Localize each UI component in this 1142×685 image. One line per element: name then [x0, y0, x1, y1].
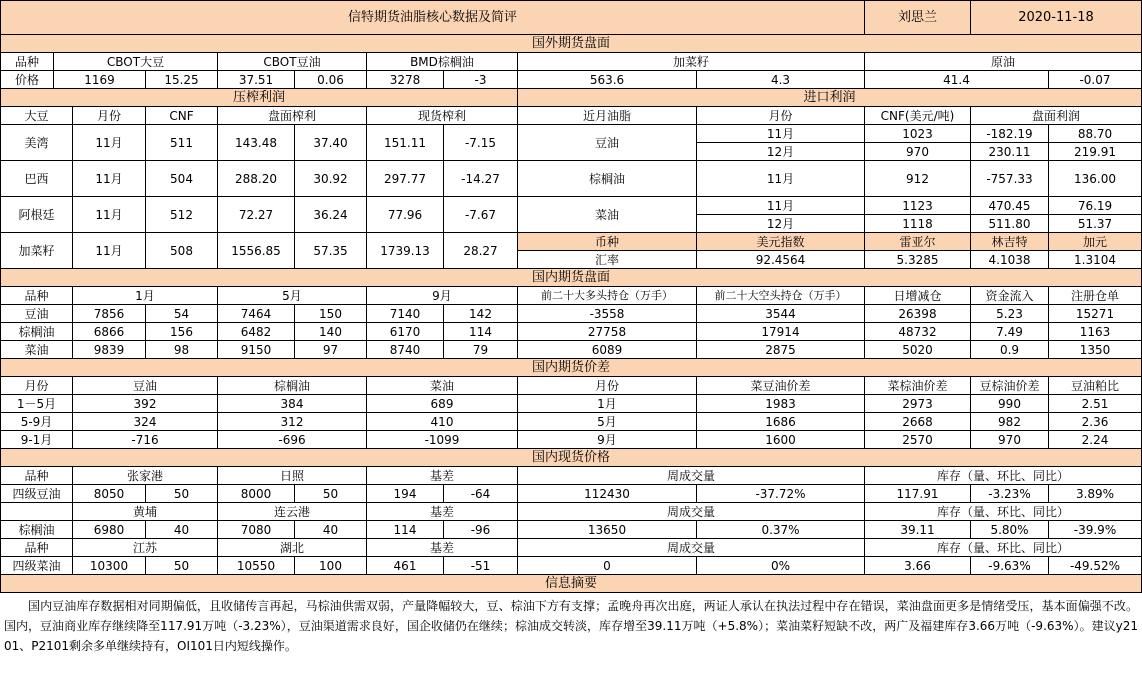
spot-header-location: 湖北: [217, 538, 367, 557]
spread-header-rape-palm: 菜棕油价差: [864, 376, 971, 395]
spread-cell: 2.51: [1048, 394, 1142, 413]
dom-cell: 140: [294, 322, 367, 341]
dom-cell: 142: [443, 304, 518, 323]
dom-header-warrants: 注册仓单: [1048, 286, 1142, 305]
dom-cell: 150: [294, 304, 367, 323]
spot-header-stock: 库存（量、环比、同比）: [864, 502, 1142, 521]
dom-cell: 79: [443, 340, 518, 359]
dom-cell: 1163: [1048, 322, 1142, 341]
crude-price: 41.4: [864, 70, 1049, 89]
spread-cell: 689: [366, 394, 518, 413]
crush-header-bean: 大豆: [0, 106, 73, 125]
dom-cell: 棕榈油: [0, 322, 73, 341]
crush-cell: 508: [145, 232, 218, 269]
spot-header-location: 张家港: [72, 466, 218, 485]
spot-header-basis: 基差: [366, 538, 518, 557]
spot-header-stock: 库存（量、环比、同比）: [864, 466, 1142, 485]
spread-header-soy-palm: 豆棕油价差: [970, 376, 1049, 395]
dom-cell: 7.49: [970, 322, 1049, 341]
spot-cell: 棕榈油: [0, 520, 73, 539]
spot-cell: 461: [366, 556, 444, 575]
spot-cell: 5.80%: [970, 520, 1049, 539]
spot-cell: 3.66: [864, 556, 971, 575]
spread-cell: 5月: [517, 412, 697, 431]
crush-cell: 30.92: [294, 160, 367, 197]
spread-cell: 410: [366, 412, 518, 431]
import-cell: 470.45: [970, 196, 1049, 215]
crush-cell: 297.77: [366, 160, 444, 197]
spread-cell: 384: [217, 394, 367, 413]
import-header-board-profit: 盘面利润: [970, 106, 1142, 125]
fx-header-ringgit: 林吉特: [970, 232, 1049, 251]
cbot-soyoil-change: 0.06: [294, 70, 367, 89]
spot-cell: 四级豆油: [0, 484, 73, 503]
bmd-palm-price: 3278: [366, 70, 444, 89]
dom-cell: 156: [145, 322, 218, 341]
crush-cell: 37.40: [294, 124, 367, 161]
import-cell: 912: [864, 160, 971, 197]
section-import-profit: 进口利润: [517, 88, 1142, 107]
spot-cell: 0: [517, 556, 697, 575]
dom-cell: 7464: [217, 304, 295, 323]
spot-header-basis: 基差: [366, 502, 518, 521]
crush-cell: 72.27: [217, 196, 295, 233]
spread-cell: 982: [970, 412, 1049, 431]
spread-cell: 990: [970, 394, 1049, 413]
spot-cell: 39.11: [864, 520, 971, 539]
import-palm-name: 棕榈油: [517, 160, 697, 197]
spot-header-volume: 周成交量: [517, 466, 865, 485]
crush-cell: 77.96: [366, 196, 444, 233]
spot-cell: -37.72%: [696, 484, 865, 503]
spot-cell: 40: [294, 520, 367, 539]
spread-header-rape-soy: 菜豆油价差: [696, 376, 865, 395]
crush-cell: 加菜籽: [0, 232, 73, 269]
crush-cell: 36.24: [294, 196, 367, 233]
cbot-soybean-change: 15.25: [145, 70, 218, 89]
spread-header-month: 月份: [0, 376, 73, 395]
dom-cell: 1350: [1048, 340, 1142, 359]
spot-cell: -49.52%: [1048, 556, 1142, 575]
spread-cell: 312: [217, 412, 367, 431]
crush-cell: 1556.85: [217, 232, 295, 269]
spread-cell: 2570: [864, 430, 971, 449]
import-cell: 219.91: [1048, 142, 1142, 161]
summary-text: 国内豆油库存数据相对同期偏低，且收储传言再起，马棕油供需双弱，产量降幅较大，豆、棕油下方有支撑；孟晚舟再次出庭，两证人承认在执法过程中存在错误，菜油盘面更多是情绪受压，基本面偏强不改。国内，豆油商业库存继续降至117.91万吨（-3.23%），豆油渠道需求良好，国企收储仍在继续；棕油成交转淡，库存增至39.11万吨（+5.8%）；菜油菜籽短缺不改，两广及福建库存3.66万吨（-9.63%）。建议y2101、P2101剩余多单继续持有，OI101日内短线操作。: [4, 599, 1138, 653]
dom-cell: 5.23: [970, 304, 1049, 323]
spot-cell: -39.9%: [1048, 520, 1142, 539]
fx-dxy-value: 92.4564: [696, 250, 865, 269]
crush-cell: 57.35: [294, 232, 367, 269]
spot-header-variety: 品种: [0, 538, 73, 557]
spread-cell: 1686: [696, 412, 865, 431]
rapeseed-name: 加菜籽: [517, 52, 865, 71]
spread-cell: -1099: [366, 430, 518, 449]
dom-cell: 6482: [217, 322, 295, 341]
spot-cell: -51: [443, 556, 518, 575]
import-header-month: 月份: [696, 106, 865, 125]
spot-cell: 40: [145, 520, 218, 539]
import-cell: 76.19: [1048, 196, 1142, 215]
spread-cell: 324: [72, 412, 218, 431]
crush-header-cnf: CNF: [145, 106, 218, 125]
crush-cell: -7.67: [443, 196, 518, 233]
dom-cell: 豆油: [0, 304, 73, 323]
crush-header-month: 月份: [72, 106, 146, 125]
rapeseed-price: 563.6: [517, 70, 697, 89]
dom-header-jan: 1月: [72, 286, 218, 305]
dom-cell: 27758: [517, 322, 697, 341]
section-crush-profit: 压榨利润: [0, 88, 518, 107]
import-cell: 1118: [864, 214, 971, 233]
spread-cell: 2668: [864, 412, 971, 431]
import-rapeoil-name: 菜油: [517, 196, 697, 233]
import-cell: 11月: [696, 196, 865, 215]
spot-header-location: 连云港: [217, 502, 367, 521]
spot-cell: 50: [145, 484, 218, 503]
spread-cell: 1600: [696, 430, 865, 449]
spot-cell: 6980: [72, 520, 146, 539]
spot-cell: -96: [443, 520, 518, 539]
rapeseed-change: 4.3: [696, 70, 865, 89]
dom-cell: 菜油: [0, 340, 73, 359]
dom-cell: 9839: [72, 340, 146, 359]
import-cell: 12月: [696, 142, 865, 161]
dom-cell: 6866: [72, 322, 146, 341]
dom-cell: 9150: [217, 340, 295, 359]
import-cell: 11月: [696, 160, 865, 197]
spread-header-palm: 棕榈油: [217, 376, 367, 395]
dom-cell: 7856: [72, 304, 146, 323]
spread-header-soyoil: 豆油: [72, 376, 218, 395]
section-foreign-futures: 国外期货盘面: [0, 34, 1142, 53]
dom-cell: 114: [443, 322, 518, 341]
spread-cell: 2973: [864, 394, 971, 413]
spot-header-location: 日照: [217, 466, 367, 485]
dom-cell: 54: [145, 304, 218, 323]
spot-cell: 114: [366, 520, 444, 539]
bmd-palm-name: BMD棕榈油: [366, 52, 518, 71]
crush-cell: 巴西: [0, 160, 73, 197]
spot-cell: 194: [366, 484, 444, 503]
spot-cell: 117.91: [864, 484, 971, 503]
section-summary: 信息摘要: [0, 574, 1142, 593]
spot-header-variety: 品种: [0, 466, 73, 485]
spread-header-month2: 月份: [517, 376, 697, 395]
spot-cell: 10300: [72, 556, 146, 575]
crush-cell: 11月: [72, 196, 146, 233]
report-title: 信特期货油脂核心数据及简评: [0, 0, 865, 35]
spread-cell: 1983: [696, 394, 865, 413]
spot-header-stock: 库存（量、环比、同比）: [864, 538, 1142, 557]
dom-header-top20-long: 前二十大多头持仓（万手）: [517, 286, 697, 305]
dom-header-fund-flow: 资金流入: [970, 286, 1049, 305]
import-header-oil: 近月油脂: [517, 106, 697, 125]
dom-cell: 98: [145, 340, 218, 359]
spot-cell: 8050: [72, 484, 146, 503]
dom-cell: 97: [294, 340, 367, 359]
import-cell: 88.70: [1048, 124, 1142, 143]
import-cell: -757.33: [970, 160, 1049, 197]
cbot-soyoil-price: 37.51: [217, 70, 295, 89]
import-cell: 51.37: [1048, 214, 1142, 233]
spot-cell: 3.89%: [1048, 484, 1142, 503]
dom-cell: 15271: [1048, 304, 1142, 323]
import-soyoil-name: 豆油: [517, 124, 697, 161]
crush-cell: 512: [145, 196, 218, 233]
fx-cad-value: 1.3104: [1048, 250, 1142, 269]
fx-header-cad: 加元: [1048, 232, 1142, 251]
dom-header-may: 5月: [217, 286, 367, 305]
cbot-soybean-name: CBOT大豆: [53, 52, 218, 71]
spread-header-rapeoil: 菜油: [366, 376, 518, 395]
dom-cell: 2875: [696, 340, 865, 359]
spread-cell: 9月: [517, 430, 697, 449]
spot-cell: 8000: [217, 484, 295, 503]
spread-header-oil-meal: 豆油粕比: [1048, 376, 1142, 395]
spread-cell: 392: [72, 394, 218, 413]
spot-header-volume: 周成交量: [517, 502, 865, 521]
spread-cell: 1月: [517, 394, 697, 413]
dom-header-sep: 9月: [366, 286, 518, 305]
crush-cell: 1739.13: [366, 232, 444, 269]
dom-header-oi-change: 日增减仓: [864, 286, 971, 305]
crush-cell: 511: [145, 124, 218, 161]
bmd-palm-change: -3: [443, 70, 518, 89]
label-variety: 品种: [0, 52, 54, 71]
section-spreads: 国内期货价差: [0, 358, 1142, 377]
spot-cell: 50: [145, 556, 218, 575]
fx-header-dxy: 美元指数: [696, 232, 865, 251]
import-cell: 1023: [864, 124, 971, 143]
crush-cell: 28.27: [443, 232, 518, 269]
import-cell: 11月: [696, 124, 865, 143]
dom-cell: 3544: [696, 304, 865, 323]
dom-cell: 5020: [864, 340, 971, 359]
spot-cell: -64: [443, 484, 518, 503]
spread-cell: -716: [72, 430, 218, 449]
spot-header-volume: 周成交量: [517, 538, 865, 557]
crush-cell: -7.15: [443, 124, 518, 161]
crude-name: 原油: [864, 52, 1142, 71]
spread-cell: 9-1月: [0, 430, 73, 449]
import-cell: 511.80: [970, 214, 1049, 233]
spread-cell: 2.36: [1048, 412, 1142, 431]
spot-cell: -3.23%: [970, 484, 1049, 503]
crush-cell: 151.11: [366, 124, 444, 161]
dom-cell: -3558: [517, 304, 697, 323]
dom-cell: 6089: [517, 340, 697, 359]
dom-cell: 6170: [366, 322, 444, 341]
spot-cell: 四级菜油: [0, 556, 73, 575]
section-spot-prices: 国内现货价格: [0, 448, 1142, 467]
crush-cell: 504: [145, 160, 218, 197]
import-cell: 12月: [696, 214, 865, 233]
import-cell: 1123: [864, 196, 971, 215]
dom-header-variety: 品种: [0, 286, 73, 305]
fx-header-real: 雷亚尔: [864, 232, 971, 251]
crush-cell: 288.20: [217, 160, 295, 197]
crush-cell: -14.27: [443, 160, 518, 197]
spread-cell: 970: [970, 430, 1049, 449]
crush-cell: 143.48: [217, 124, 295, 161]
spot-header-location: 江苏: [72, 538, 218, 557]
dom-cell: 8740: [366, 340, 444, 359]
fx-real-value: 5.3285: [864, 250, 971, 269]
label-price: 价格: [0, 70, 54, 89]
spot-cell: 0.37%: [696, 520, 865, 539]
crush-header-board-margin: 盘面榨利: [217, 106, 367, 125]
spread-cell: -696: [217, 430, 367, 449]
crush-cell: 11月: [72, 232, 146, 269]
dom-cell: 7140: [366, 304, 444, 323]
fx-label: 汇率: [517, 250, 697, 269]
spot-cell: 0%: [696, 556, 865, 575]
import-cell: 970: [864, 142, 971, 161]
spot-cell: -9.63%: [970, 556, 1049, 575]
spot-cell: 112430: [517, 484, 697, 503]
crush-cell: 11月: [72, 124, 146, 161]
spread-cell: 1－5月: [0, 394, 73, 413]
fx-header-currency: 币种: [517, 232, 697, 251]
import-cell: 136.00: [1048, 160, 1142, 197]
dom-cell: 0.9: [970, 340, 1049, 359]
dom-header-top20-short: 前二十大空头持仓（万手）: [696, 286, 865, 305]
spot-header-variety: [0, 502, 73, 521]
spot-cell: 7080: [217, 520, 295, 539]
spot-cell: 50: [294, 484, 367, 503]
crush-cell: 阿根廷: [0, 196, 73, 233]
author: 刘思兰: [864, 0, 971, 35]
spot-cell: 100: [294, 556, 367, 575]
spot-header-basis: 基差: [366, 466, 518, 485]
spot-cell: 10550: [217, 556, 295, 575]
dom-cell: 26398: [864, 304, 971, 323]
spot-header-location: 黄埔: [72, 502, 218, 521]
cbot-soybean-price: 1169: [53, 70, 146, 89]
import-cell: 230.11: [970, 142, 1049, 161]
dom-cell: 17914: [696, 322, 865, 341]
import-header-cnf: CNF(美元/吨): [864, 106, 971, 125]
spread-cell: 5-9月: [0, 412, 73, 431]
dom-cell: 48732: [864, 322, 971, 341]
crush-cell: 11月: [72, 160, 146, 197]
import-cell: -182.19: [970, 124, 1049, 143]
crush-header-spot-margin: 现货榨利: [366, 106, 518, 125]
section-domestic-futures: 国内期货盘面: [0, 268, 1142, 287]
cbot-soyoil-name: CBOT豆油: [217, 52, 367, 71]
crude-change: -0.07: [1048, 70, 1142, 89]
spread-cell: 2.24: [1048, 430, 1142, 449]
report-date: 2020-11-18: [970, 0, 1142, 35]
fx-ringgit-value: 4.1038: [970, 250, 1049, 269]
crush-cell: 美湾: [0, 124, 73, 161]
spot-cell: 13650: [517, 520, 697, 539]
